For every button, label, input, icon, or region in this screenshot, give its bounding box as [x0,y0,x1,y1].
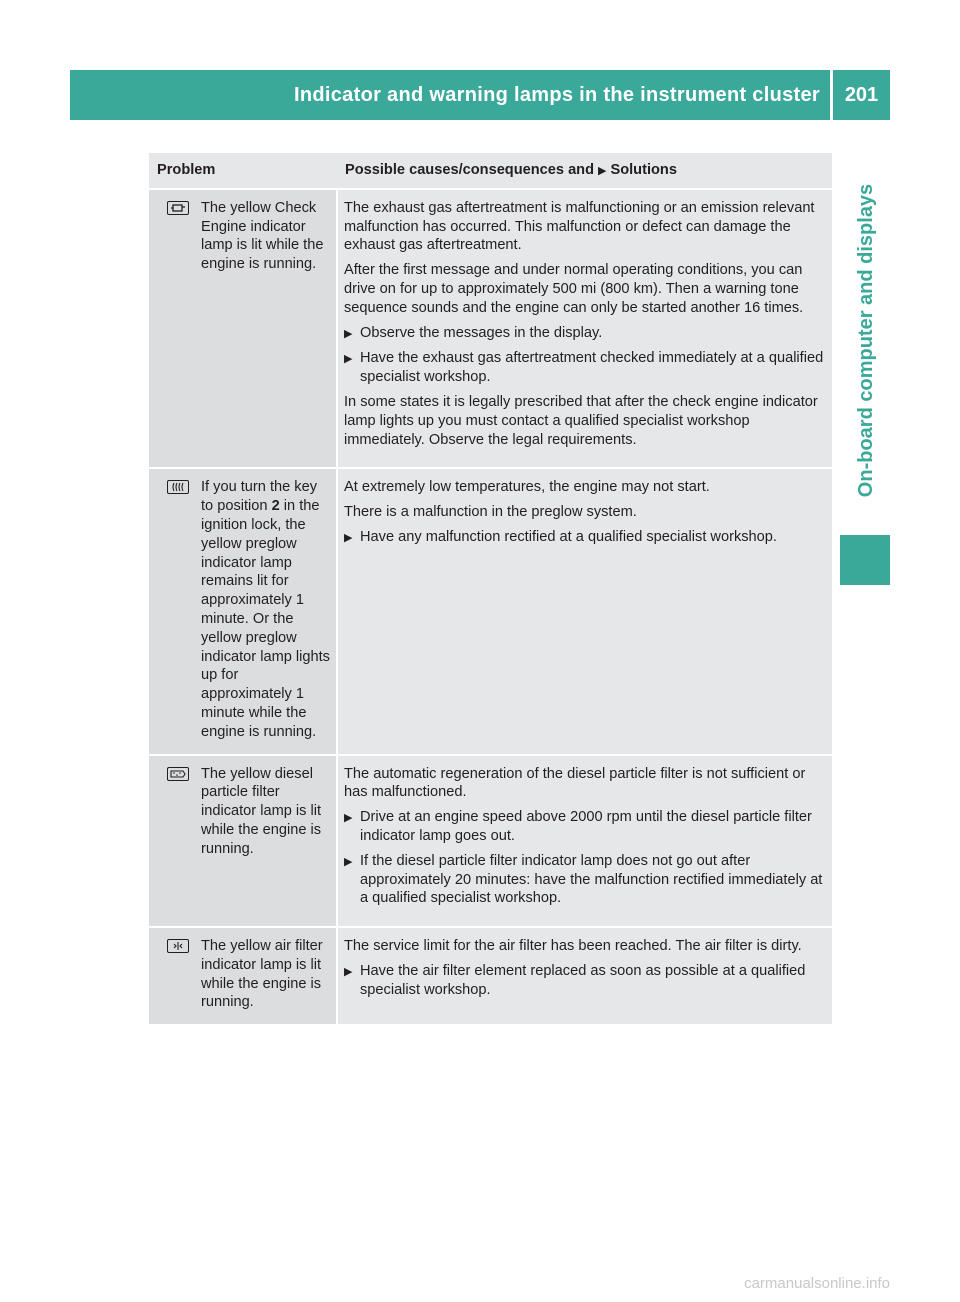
problem-text [201,478,330,741]
column-header-solutions-label: Possible causes/consequences and [345,162,595,178]
action-step [344,962,826,1000]
column-header-solutions [337,153,832,189]
arrow-icon [344,852,360,908]
action-step-text: Observe the messages in the display. [360,324,603,341]
section-header [70,70,830,120]
problem-cell [149,927,337,1025]
solution-paragraph: There is a malfunction in the preglow system. [344,504,637,521]
air-filter-icon [167,939,189,953]
solution-paragraph: At extremely low temperatures, the engine may not start. [344,479,710,496]
problem-text-part: in the ignition lock, the yellow preglow indicator lamp remains lit for approximately 1 minute. Or the yellow preglow indicator lamp lights up for approximately 1 minute while the engine is running. [201,498,330,740]
problem-cell [149,189,337,469]
solution-paragraph: The service limit for the air filter has been reached. The air filter is dirty. [344,938,802,955]
action-step-text: Have the air filter element replaced as soon as possible at a qualified specialist workshop. [360,962,806,998]
table-row [149,468,832,754]
solution-paragraph: The exhaust gas aftertreatment is malfunctioning or an emission relevant malfunction has occurred. This malfunction or defect can damage the exhaust gas aftertreatment. [344,199,815,254]
action-step [344,808,826,846]
arrow-icon [344,528,360,548]
chapter-marker [840,535,890,585]
preglow-icon [167,480,189,494]
solution-paragraph: The automatic regeneration of the diesel particle filter is not sufficient or has malfunctioned. [344,765,806,801]
section-title: Indicator and warning lamps in the instrument cluster [294,83,820,106]
solution-cell [337,755,832,928]
arrow-icon [598,165,606,177]
diesel-particle-filter-icon [167,767,189,781]
solution-cell [337,189,832,469]
check-engine-icon [167,201,189,215]
solution-paragraph: In some states it is legally prescribed that after the check engine indicator lamp lights up you must contact a qualified specialist workshop immediately. Observe the legal requirements. [344,393,818,448]
problem-cell [149,755,337,928]
column-header-solutions-label-2: Solutions [610,162,677,178]
solution-cell [337,927,832,1025]
action-step [344,528,826,548]
action-step-text: If the diesel particle filter indicator lamp does not go out after approximately 20 minutes: have the malfunction rectified immediately at a qualified specialist workshop. [360,852,823,907]
arrow-icon [344,962,360,1000]
problem-cell [149,468,337,754]
action-step [344,324,826,344]
table-row [149,755,832,928]
key-position: 2 [271,498,280,515]
problem-text: The yellow air filter indicator lamp is lit while the engine is running. [201,938,323,1011]
arrow-icon [344,808,360,846]
table-header-row [149,153,832,189]
page-number: 201 [833,70,890,120]
action-step [344,852,826,908]
problem-text: The yellow Check Engine indicator lamp is lit while the engine is running. [201,199,324,273]
solution-paragraph: After the first message and under normal operating conditions, you can drive on for up to approximately 500 mi (800 km). Then a warning tone sequence sounds and the engine can only be started another 16 times. [344,262,804,316]
chapter-side-tab [842,140,892,540]
indicator-table [149,153,832,1026]
solution-cell [337,468,832,754]
arrow-icon [344,324,360,344]
action-step-text: Drive at an engine speed above 2000 rpm until the diesel particle filter indicator lamp goes out. [360,809,812,844]
problem-text-part: If you turn the key to position [201,479,318,515]
action-step [344,349,826,387]
table-row [149,189,832,469]
column-header-problem: Problem [149,153,337,189]
action-step-text: Have any malfunction rectified at a qualified specialist workshop. [360,528,777,545]
watermark: carmanualsonline.info [744,1275,890,1292]
chapter-title: On-board computer and displays [855,183,878,497]
arrow-icon [344,349,360,387]
table-row [149,927,832,1025]
action-step-text: Have the exhaust gas aftertreatment checked immediately at a qualified specialist workshop. [360,350,824,386]
problem-text: The yellow diesel particle filter indicator lamp is lit while the engine is running. [201,765,322,857]
